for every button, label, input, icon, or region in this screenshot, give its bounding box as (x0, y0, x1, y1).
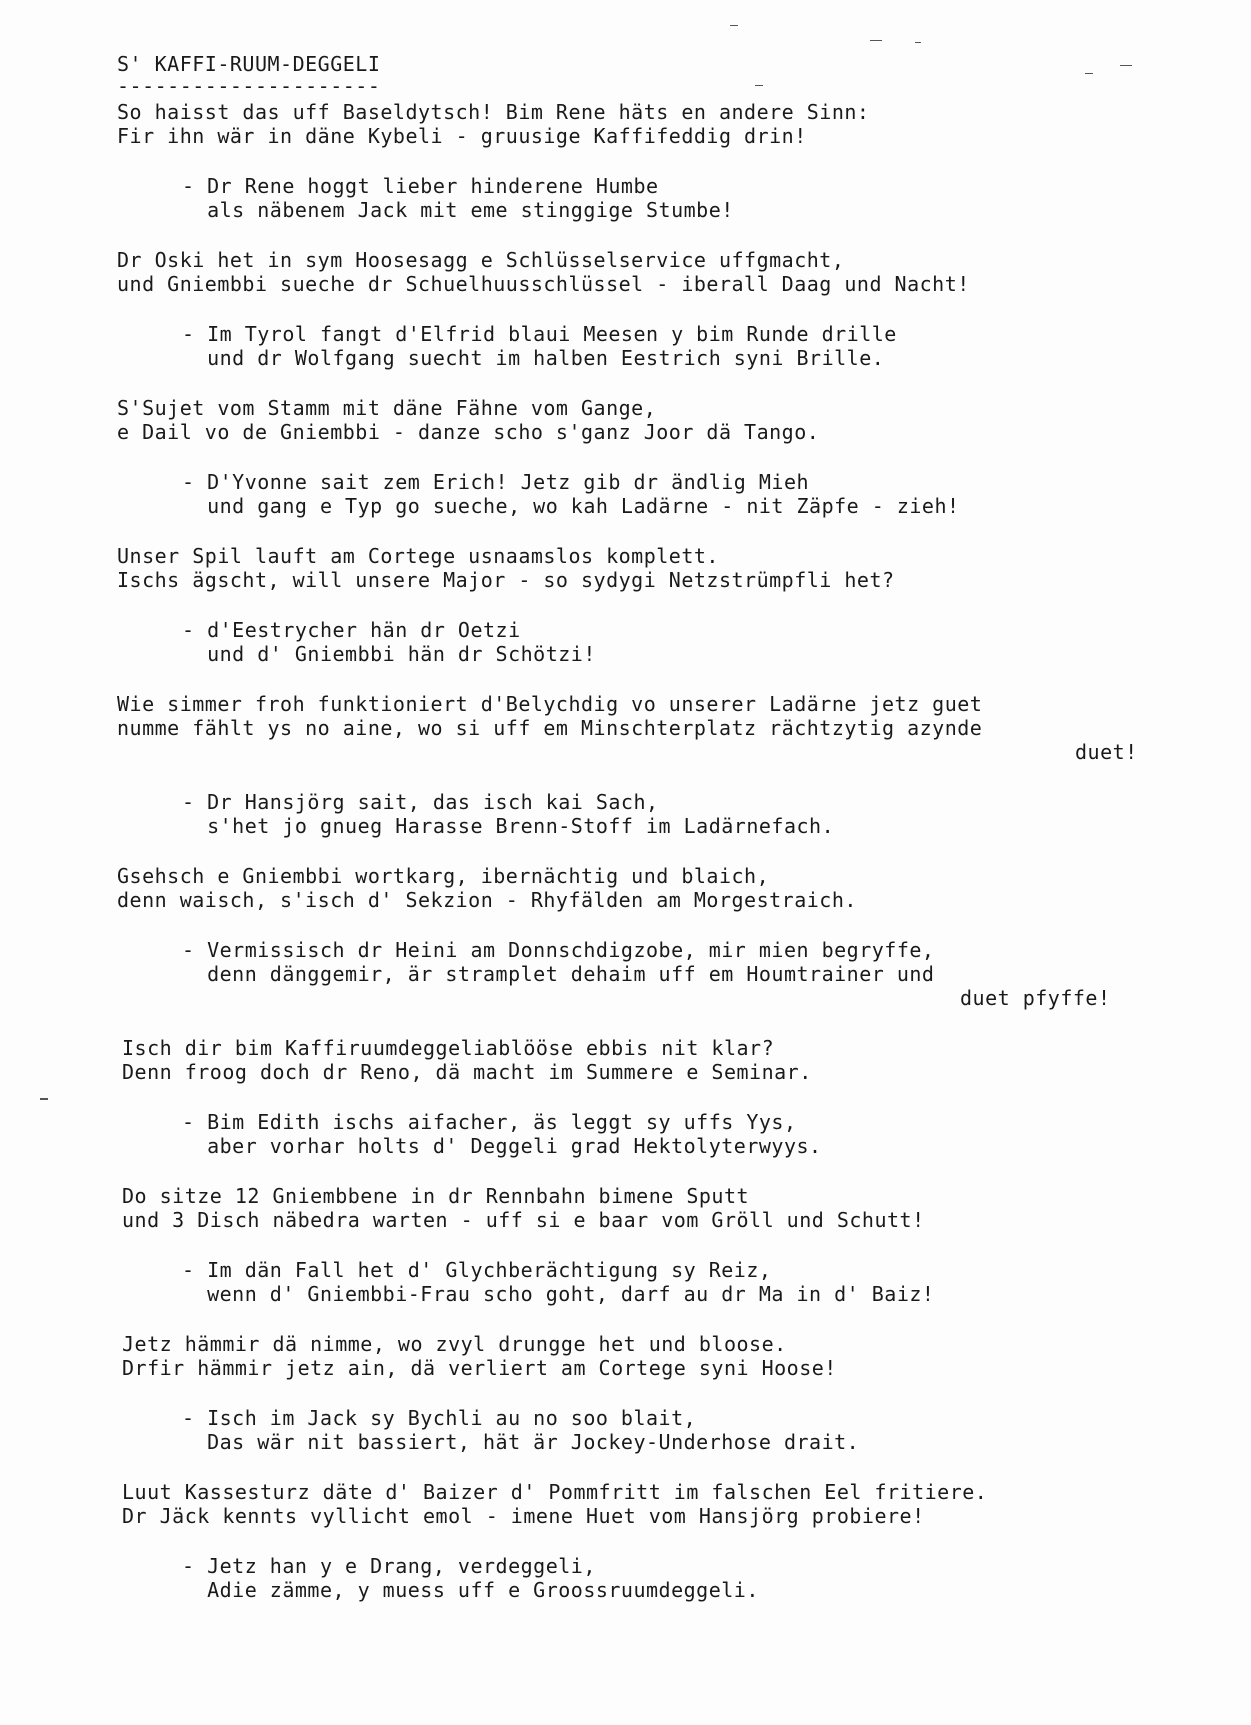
verse-line: Dr Oski het in sym Hoosesagg e Schlüsselservice uffgmacht, (117, 248, 845, 272)
verse-line: - D'Yvonne sait zem Erich! Jetz gib dr ändlig Mieh (182, 470, 810, 494)
verse-line: - Vermissisch dr Heini am Donnschdigzobe, mir mien begryffe, (182, 938, 935, 962)
scan-speck (870, 40, 882, 41)
scan-speck (730, 25, 738, 26)
verse-line: und gang e Typ go sueche, wo kah Ladärne - nit Zäpfe - zieh! (182, 494, 960, 518)
verse-line: numme fählt ys no aine, wo si uff em Minschterplatz rächtzytig azynde (117, 716, 983, 740)
scan-speck (1085, 73, 1093, 74)
verse-line: - Dr Rene hoggt lieber hinderene Humbe (182, 174, 659, 198)
verse-line: Unser Spil lauft am Cortege usnaamslos komplett. (117, 544, 719, 568)
verse-line: Denn froog doch dr Reno, dä macht im Summere e Seminar. (122, 1060, 812, 1084)
verse-line: Das wär nit bassiert, hät är Jockey-Underhose drait. (182, 1430, 860, 1454)
verse-line: s'het jo gnueg Harasse Brenn-Stoff im Ladärnefach. (182, 814, 835, 838)
verse-line: Do sitze 12 Gniembbene in dr Rennbahn bimene Sputt (122, 1184, 750, 1208)
verse-line: Isch dir bim Kaffiruumdeggeliablööse ebbis nit klar? (122, 1036, 775, 1060)
verse-line: denn dänggemir, är stramplet dehaim uff em Houmtrainer und (182, 962, 935, 986)
verse-line: als näbenem Jack mit eme stinggige Stumbe! (182, 198, 734, 222)
verse-line: Ischs ägscht, will unsere Major - so sydygi Netzstrümpfli het? (117, 568, 895, 592)
scan-speck (1120, 65, 1132, 66)
verse-line: So haisst das uff Baseldytsch! Bim Rene häts en andere Sinn: (117, 100, 870, 124)
document-title: S' KAFFI-RUUM-DEGGELI (117, 52, 381, 76)
scan-speck (40, 1098, 48, 1100)
verse-line: und d' Gniembbi hän dr Schötzi! (182, 642, 596, 666)
verse-line: - Im Tyrol fangt d'Elfrid blaui Meesen y bim Runde drille (182, 322, 897, 346)
verse-line: duet pfyffe! (960, 986, 1111, 1010)
verse-line: Drfir hämmir jetz ain, dä verliert am Cortege syni Hoose! (122, 1356, 837, 1380)
verse-line: Dr Jäck kennts vyllicht emol - imene Huet vom Hansjörg probiere! (122, 1504, 925, 1528)
verse-line: Luut Kassesturz däte d' Baizer d' Pommfritt im falschen Eel fritiere. (122, 1480, 988, 1504)
scan-speck (915, 42, 921, 43)
verse-line: denn waisch, s'isch d' Sekzion - Rhyfälden am Morgestraich. (117, 888, 857, 912)
title-underline: --------------------- (117, 74, 381, 98)
verse-line: Jetz hämmir dä nimme, wo zvyl drungge het und bloose. (122, 1332, 787, 1356)
verse-line: wenn d' Gniembbi-Frau scho goht, darf au dr Ma in d' Baiz! (182, 1282, 935, 1306)
verse-line: Adie zämme, y muess uff e Groossruumdeggeli. (182, 1578, 759, 1602)
verse-line: und Gniembbi sueche dr Schuelhuusschlüssel - iberall Daag und Nacht! (117, 272, 970, 296)
verse-line: Wie simmer froh funktioniert d'Belychdig vo unserer Ladärne jetz guet (117, 692, 983, 716)
verse-line: - Isch im Jack sy Bychli au no soo blait, (182, 1406, 697, 1430)
verse-line: duet! (1075, 740, 1138, 764)
verse-line: - Dr Hansjörg sait, das isch kai Sach, (182, 790, 659, 814)
verse-line: und 3 Disch näbedra warten - uff si e baar vom Gröll und Schutt! (122, 1208, 925, 1232)
verse-line: - Jetz han y e Drang, verdeggeli, (182, 1554, 596, 1578)
scan-speck (755, 85, 763, 86)
verse-line: S'Sujet vom Stamm mit däne Fähne vom Gange, (117, 396, 657, 420)
verse-line: e Dail vo de Gniembbi - danze scho s'ganz Joor dä Tango. (117, 420, 820, 444)
verse-line: - Bim Edith ischs aifacher, äs leggt sy uffs Yys, (182, 1110, 797, 1134)
verse-line: - Im dän Fall het d' Glychberächtigung sy Reiz, (182, 1258, 772, 1282)
verse-line: und dr Wolfgang suecht im halben Eestrich syni Brille. (182, 346, 885, 370)
verse-line: - d'Eestrycher hän dr Oetzi (182, 618, 521, 642)
verse-line: Gsehsch e Gniembbi wortkarg, ibernächtig und blaich, (117, 864, 770, 888)
verse-line: Fir ihn wär in däne Kybeli - gruusige Kaffifeddig drin! (117, 124, 807, 148)
verse-line: aber vorhar holts d' Deggeli grad Hektolyterwyys. (182, 1134, 822, 1158)
